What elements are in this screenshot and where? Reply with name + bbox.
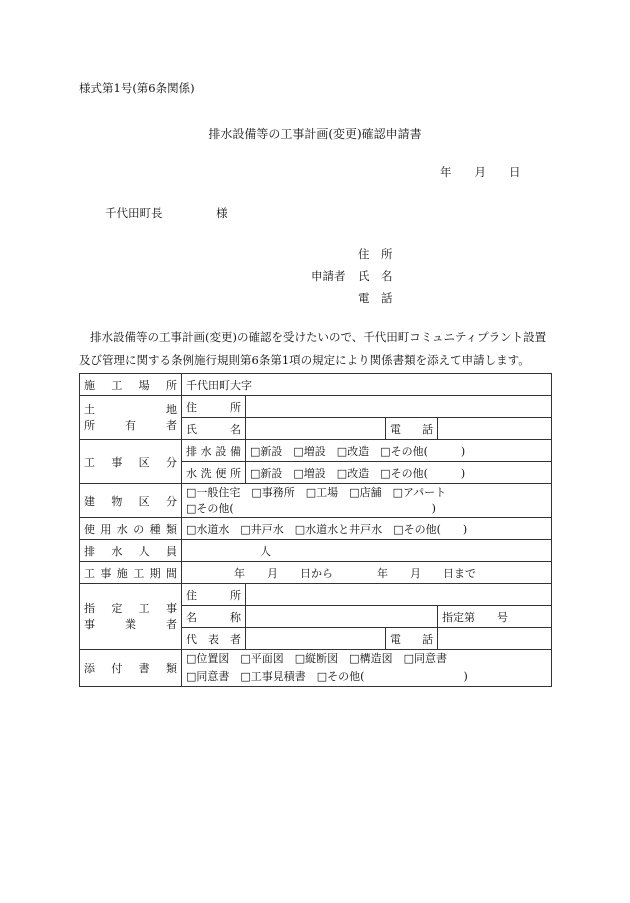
date-line[interactable]: 年 月 日: [440, 165, 521, 179]
landowner-name-field[interactable]: [246, 418, 386, 440]
contractor-name-field[interactable]: [246, 606, 438, 628]
contractor-address-field[interactable]: [246, 584, 552, 606]
building-label: 建 物 区 分: [80, 484, 182, 518]
landowner-phone-field[interactable]: [438, 418, 552, 440]
contractor-address-label: 住 所: [182, 584, 246, 606]
landowner-name-label: 氏 名: [182, 418, 246, 440]
addressee: [105, 205, 228, 221]
flush-toilet-options[interactable]: □新設 □増設 □改造 □その他( ): [246, 462, 552, 484]
contractor-phone-label: 電 話: [386, 628, 438, 650]
contractor-label: [80, 584, 182, 650]
period-label: 工事施工期間: [80, 562, 182, 584]
contractor-label-line2: 事 業 者: [84, 617, 177, 631]
building-row: [80, 484, 552, 518]
persons-row: [80, 540, 552, 562]
page-title: 排水設備等の工事計画(変更)確認申請書: [208, 127, 422, 141]
landowner-label-line1: 土 地: [84, 402, 177, 416]
landowner-address-label: 住 所: [182, 396, 246, 418]
applicant-name-label: 氏 名: [358, 269, 393, 283]
representative-label: 代表者: [182, 628, 246, 650]
work-type-drain-row: [80, 440, 552, 462]
drain-facility-options[interactable]: □新設 □増設 □改造 □その他( ): [246, 440, 552, 462]
work-type-label: 工 事 区 分: [80, 440, 182, 484]
applicant-address-label: 住 所: [358, 247, 393, 261]
contractor-name-label: 名 称: [182, 606, 246, 628]
contractor-phone-field[interactable]: [438, 628, 552, 650]
attachments-label: 添 付 書 類: [80, 650, 182, 687]
persons-label: 排 水 人 員: [80, 540, 182, 562]
persons-field[interactable]: 人: [182, 540, 552, 562]
application-statement: 排水設備等の工事計画(変更)の確認を受けたいので、千代田町コミュニティプラント設置及び管理に関する条例施行規則第6条第1項の規定により関係書類を添えて申請します。: [79, 330, 547, 367]
landowner-address-field[interactable]: [246, 396, 552, 418]
representative-field[interactable]: [246, 628, 386, 650]
landowner-label-line2: 所 有 者: [84, 418, 177, 432]
water-options[interactable]: □水道水 □井戸水 □水道水と井戸水 □その他( ): [182, 518, 552, 540]
attachments-options[interactable]: [182, 650, 552, 687]
landowner-phone-label: 電 話: [386, 418, 438, 440]
applicant-phone-label: 電 話: [358, 291, 393, 305]
attachments-line2[interactable]: □同意書 □工事見積書 □その他( ): [186, 670, 468, 683]
application-form-table: [79, 373, 552, 687]
building-options-line2[interactable]: □その他( ): [186, 501, 436, 515]
building-options-line1[interactable]: □一般住宅 □事務所 □工場 □店舗 □アパート: [186, 485, 447, 499]
period-field[interactable]: 年 月 日から 年 月 日まで: [182, 562, 552, 584]
attachments-line1[interactable]: □位置図 □平面図 □縦断図 □構造図 □同意書: [186, 652, 447, 665]
flush-toilet-label: 水洗便所: [182, 462, 246, 484]
addressee-name: 千代田町長: [105, 206, 163, 220]
contractor-address-row: [80, 584, 552, 606]
applicant-label: 申請者: [311, 269, 346, 283]
landowner-address-row: [80, 396, 552, 418]
water-label: 使用水の種類: [80, 518, 182, 540]
addressee-suffix: 様: [216, 206, 228, 220]
contractor-label-line1: 指 定 工 事: [84, 601, 177, 615]
site-value[interactable]: 千代田町大字: [182, 374, 552, 396]
site-row: [80, 374, 552, 396]
designation-number[interactable]: 指定第 号: [438, 606, 552, 628]
water-row: [80, 518, 552, 540]
drain-facility-label: 排水設備: [182, 440, 246, 462]
landowner-label: [80, 396, 182, 440]
site-label: 施 工 場 所: [80, 374, 182, 396]
form-number: 様式第1号(第6条関係): [79, 81, 195, 95]
building-options[interactable]: [182, 484, 552, 518]
attachments-row: [80, 650, 552, 687]
period-row: [80, 562, 552, 584]
